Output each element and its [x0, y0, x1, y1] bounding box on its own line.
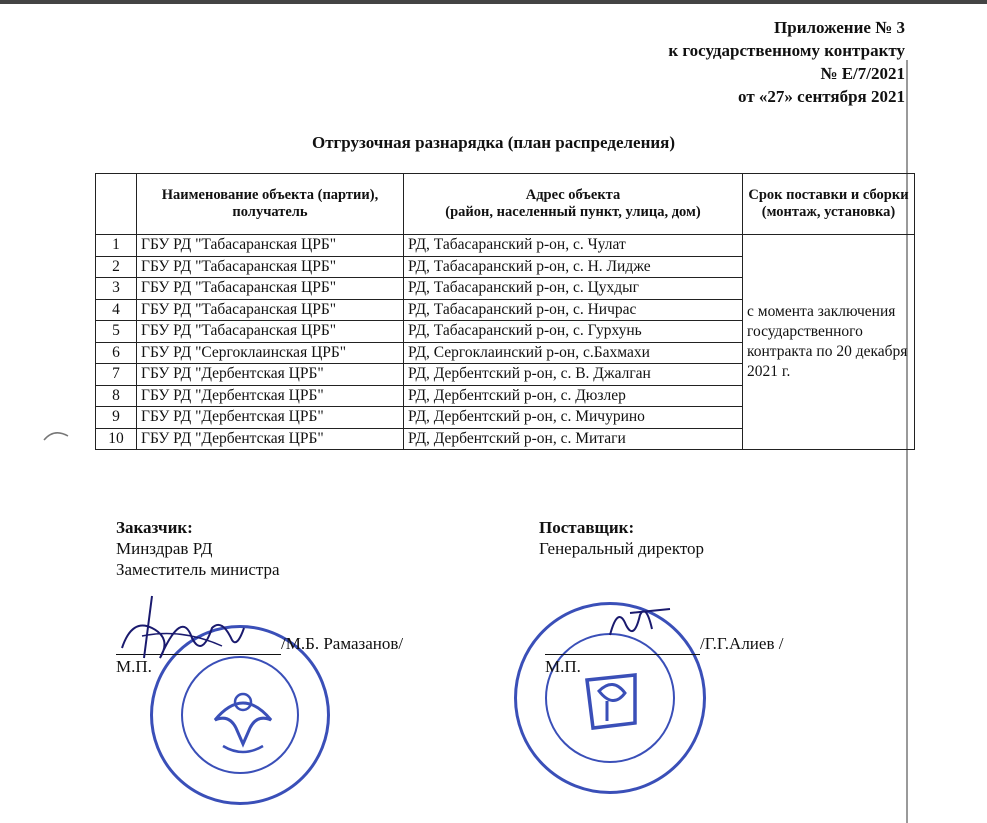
table-header-row [96, 174, 915, 235]
supplier-label: Поставщик: [539, 518, 635, 537]
header-address-line-2: (район, населенный пункт, улица, дом) [445, 204, 701, 220]
row-recipient: ГБУ РД "Табасаранская ЦРБ" [137, 235, 404, 257]
row-recipient: ГБУ РД "Табасаранская ЦРБ" [137, 321, 404, 343]
row-recipient: ГБУ РД "Дербентская ЦРБ" [137, 364, 404, 386]
header-recipient: Наименование объекта (партии), получатель [137, 174, 404, 235]
appendix-line-1: Приложение № 3 [774, 18, 905, 37]
distribution-table [95, 173, 915, 450]
customer-label: Заказчик: [116, 518, 193, 537]
header-num [96, 174, 137, 235]
row-recipient: ГБУ РД "Дербентская ЦРБ" [137, 428, 404, 450]
row-num: 1 [96, 235, 137, 257]
document-title: Отгрузочная разнарядка (план распределения) [311, 133, 676, 152]
row-num: 6 [96, 342, 137, 364]
supplier-handwritten-signature [600, 595, 690, 645]
row-address: РД, Сергоклаинский р-он, с.Бахмахи [404, 342, 743, 364]
row-address: РД, Дербентский р-он, с. Мичурино [404, 407, 743, 429]
customer-handwritten-signature [112, 588, 262, 678]
delivery-term: с момента заключения государственного контракта по 20 декабря 2021 г. [743, 235, 915, 450]
row-recipient: ГБУ РД "Дербентская ЦРБ" [137, 407, 404, 429]
row-recipient: ГБУ РД "Табасаранская ЦРБ" [137, 299, 404, 321]
row-num: 2 [96, 256, 137, 278]
row-recipient: ГБУ РД "Табасаранская ЦРБ" [137, 256, 404, 278]
row-address: РД, Табасаранский р-он, с. Чулат [404, 235, 743, 257]
customer-org: Минздрав РД [116, 539, 213, 558]
customer-position: Заместитель министра [116, 560, 280, 579]
appendix-line-4: от «27» сентября 2021 [738, 87, 905, 106]
row-recipient: ГБУ РД "Дербентская ЦРБ" [137, 385, 404, 407]
row-num: 10 [96, 428, 137, 450]
margin-scribble [42, 428, 72, 442]
row-address: РД, Табасаранский р-он, с. Цухдыг [404, 278, 743, 300]
row-address: РД, Дербентский р-он, с. Митаги [404, 428, 743, 450]
row-num: 8 [96, 385, 137, 407]
row-num: 9 [96, 407, 137, 429]
customer-seal-mark: М.П. [116, 657, 152, 676]
header-address-line-1: Адрес объекта [525, 187, 621, 203]
row-address: РД, Табасаранский р-он, с. Ничрас [404, 299, 743, 321]
header-address [404, 174, 743, 235]
customer-signature-name: /М.Б. Рамазанов/ [281, 634, 404, 653]
customer-block [116, 517, 280, 580]
supplier-signature-name: /Г.Г.Алиев / [700, 634, 784, 653]
table-row [96, 235, 915, 257]
row-recipient: ГБУ РД "Табасаранская ЦРБ" [137, 278, 404, 300]
appendix-line-2: к государственному контракту [668, 41, 905, 60]
row-num: 5 [96, 321, 137, 343]
appendix-header [668, 16, 905, 108]
row-num: 4 [96, 299, 137, 321]
row-num: 7 [96, 364, 137, 386]
row-recipient: ГБУ РД "Сергоклаинская ЦРБ" [137, 342, 404, 364]
header-term: Срок поставки и сборки (монтаж, установка) [743, 174, 915, 235]
supplier-seal-mark: М.П. [545, 657, 581, 676]
supplier-signature-line [545, 634, 845, 655]
row-address: РД, Табасаранский р-он, с. Н. Лидже [404, 256, 743, 278]
row-address: РД, Дербентский р-он, с. Дюзлер [404, 385, 743, 407]
row-address: РД, Дербентский р-он, с. В. Джалган [404, 364, 743, 386]
scan-top-edge [0, 0, 987, 4]
appendix-line-3: № Е/7/2021 [820, 64, 905, 83]
supplier-position: Генеральный директор [539, 539, 705, 558]
supplier-block [539, 517, 704, 559]
row-address: РД, Табасаранский р-он, с. Гурхунь [404, 321, 743, 343]
row-num: 3 [96, 278, 137, 300]
